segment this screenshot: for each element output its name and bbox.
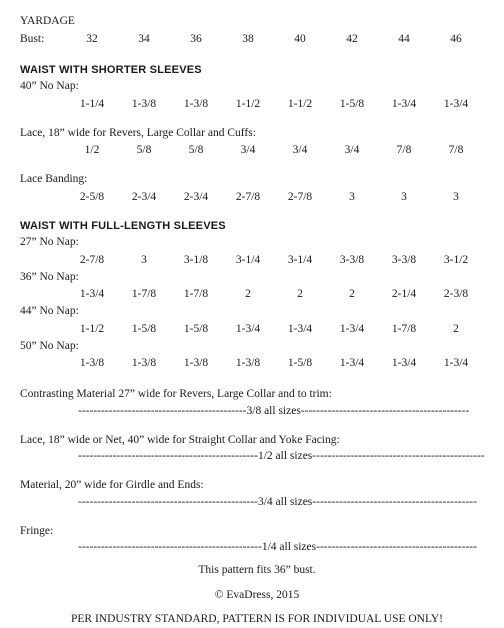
all-sizes-line: -----------------------------------------------3/4 all sizes------------------------------------------- bbox=[78, 495, 477, 508]
fabric-label: 40” No Nap: bbox=[20, 80, 79, 92]
material-label: Material, 20” wide for Girdle and Ends: bbox=[20, 479, 204, 491]
yardage-value: 1-5/8 bbox=[183, 322, 209, 335]
yardage-row bbox=[20, 251, 494, 269]
yardage-row bbox=[20, 285, 494, 303]
yardage-value: 2-7/8 bbox=[79, 253, 105, 266]
fabric-label: Lace Banding: bbox=[20, 173, 88, 185]
copyright: © EvaDress, 2015 bbox=[214, 588, 300, 601]
yardage-value: 2 bbox=[453, 322, 459, 335]
section-heading: WAIST WITH FULL-LENGTH SLEEVES bbox=[20, 219, 226, 232]
yardage-value: 2-5/8 bbox=[79, 190, 105, 203]
yardage-row bbox=[20, 95, 494, 113]
yardage-row bbox=[20, 320, 494, 338]
yardage-value: 1-3/4 bbox=[339, 322, 365, 335]
yardage-value: 3 bbox=[401, 190, 407, 203]
fabric-label: Lace, 18” wide for Revers, Large Collar and Cuffs: bbox=[20, 126, 256, 139]
yardage-value: 1-1/2 bbox=[235, 97, 261, 110]
all-sizes-line: --------------------------------------------3/8 all sizes-------------------------------------------- bbox=[78, 404, 470, 417]
yardage-row bbox=[20, 141, 494, 159]
yardage-row bbox=[20, 354, 494, 372]
bust-label: Bust: bbox=[20, 32, 45, 45]
yardage-value: 3 bbox=[453, 190, 459, 203]
yardage-value: 7/8 bbox=[448, 144, 464, 156]
yardage-value: 1-3/4 bbox=[339, 357, 365, 369]
yardage-value: 1/2 bbox=[84, 144, 100, 156]
material-label: Contrasting Material 27” wide for Revers, Large Collar and to trim: bbox=[20, 388, 332, 400]
yardage-value: 2-3/4 bbox=[183, 190, 209, 203]
fabric-label: 50” No Nap: bbox=[20, 339, 79, 352]
yardage-value: 2-7/8 bbox=[287, 190, 313, 203]
yardage-title: YARDAGE bbox=[20, 15, 75, 27]
fabric-label: 27” No Nap: bbox=[20, 236, 79, 248]
yardage-value: 2 bbox=[297, 288, 303, 300]
yardage-value: 1-3/8 bbox=[235, 357, 261, 369]
yardage-value: 1-5/8 bbox=[131, 322, 157, 335]
yardage-value: 3/4 bbox=[292, 144, 308, 156]
bust-size: 32 bbox=[86, 32, 98, 45]
fabric-label: 44” No Nap: bbox=[20, 305, 79, 317]
yardage-value: 3-3/8 bbox=[339, 253, 365, 266]
yardage-value: 1-7/8 bbox=[131, 288, 157, 300]
yardage-value: 3-3/8 bbox=[391, 253, 417, 266]
yardage-chart bbox=[20, 13, 494, 628]
yardage-value: 1-3/8 bbox=[79, 357, 105, 369]
yardage-value: 1-3/4 bbox=[79, 288, 105, 300]
yardage-value: 3/4 bbox=[344, 144, 360, 156]
yardage-value: 1-3/4 bbox=[235, 322, 261, 335]
yardage-value: 7/8 bbox=[396, 144, 412, 156]
bust-size: 40 bbox=[294, 32, 306, 45]
material-label: Lace, 18” wide or Net, 40” wide for Straight Collar and Yoke Facing: bbox=[20, 433, 340, 446]
yardage-value: 3-1/8 bbox=[183, 253, 209, 266]
yardage-value: 3 bbox=[349, 190, 355, 203]
yardage-value: 1-3/8 bbox=[131, 97, 157, 110]
yardage-value: 1-3/4 bbox=[287, 322, 313, 335]
yardage-value: 1-5/8 bbox=[339, 97, 365, 110]
yardage-value: 3-1/4 bbox=[287, 253, 313, 266]
yardage-value: 2-3/8 bbox=[443, 288, 469, 300]
all-sizes-line: -----------------------------------------------1/2 all sizes--------------------------------------------- bbox=[78, 450, 485, 462]
yardage-value: 1-3/4 bbox=[391, 97, 417, 110]
yardage-value: 1-1/4 bbox=[79, 97, 105, 110]
bust-size: 34 bbox=[138, 32, 150, 45]
yardage-value: 2 bbox=[349, 288, 355, 300]
usage-notice: PER INDUSTRY STANDARD, PATTERN IS FOR INDIVIDUAL USE ONLY! bbox=[70, 613, 443, 625]
yardage-value: 2-3/4 bbox=[131, 190, 157, 203]
yardage-value: 2-7/8 bbox=[235, 190, 261, 203]
bust-row bbox=[20, 30, 494, 48]
yardage-value: 2-1/4 bbox=[391, 288, 417, 300]
bust-size: 44 bbox=[398, 32, 410, 45]
bust-size: 42 bbox=[346, 32, 358, 45]
material-label: Fringe: bbox=[20, 524, 54, 537]
yardage-value: 1-1/2 bbox=[79, 322, 105, 335]
yardage-value: 1-3/8 bbox=[183, 97, 209, 110]
yardage-value: 3-1/2 bbox=[443, 253, 469, 266]
yardage-value: 3-1/4 bbox=[235, 253, 261, 266]
yardage-value: 3/4 bbox=[240, 144, 256, 156]
yardage-value: 1-3/4 bbox=[391, 357, 417, 369]
yardage-value: 5/8 bbox=[188, 144, 204, 156]
yardage-value: 1-7/8 bbox=[183, 288, 209, 300]
yardage-value: 1-3/8 bbox=[183, 357, 209, 369]
all-sizes-line: ------------------------------------------------1/4 all sizes------------------------------------------ bbox=[78, 541, 477, 553]
bust-size: 38 bbox=[242, 32, 254, 45]
yardage-value: 1-1/2 bbox=[287, 97, 313, 110]
yardage-value: 5/8 bbox=[136, 144, 152, 156]
bust-size: 36 bbox=[190, 32, 202, 45]
yardage-value: 3 bbox=[141, 253, 147, 266]
section-heading: WAIST WITH SHORTER SLEEVES bbox=[20, 63, 202, 76]
yardage-value: 1-3/4 bbox=[443, 97, 469, 110]
bust-size: 46 bbox=[450, 32, 462, 45]
yardage-value: 1-3/4 bbox=[443, 357, 469, 369]
yardage-value: 1-3/8 bbox=[131, 357, 157, 369]
yardage-value: 1-7/8 bbox=[391, 322, 417, 335]
fabric-label: 36” No Nap: bbox=[20, 270, 79, 283]
yardage-value: 1-5/8 bbox=[287, 357, 313, 369]
yardage-row bbox=[20, 188, 494, 206]
yardage-value: 2 bbox=[245, 288, 251, 300]
fit-note: This pattern fits 36” bust. bbox=[198, 564, 316, 576]
